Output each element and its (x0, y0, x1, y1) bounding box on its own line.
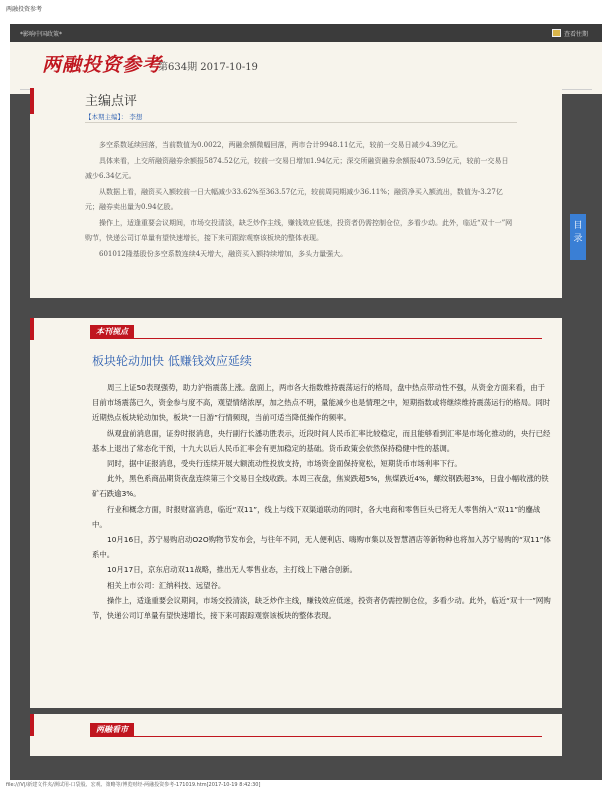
feature-paragraph: 同时，据中证报消息，受央行连续开展大额流动性投放支持，市场资金面保持宽松，短期货币市场利率下行。 (107, 459, 462, 469)
editorial-paragraph: 601012隆基股份多空系数连续4天增大，融资买入额持续增加，多头力量强大。 (99, 249, 348, 258)
editor-label: 【本期主编】： (85, 113, 128, 121)
feature-paragraph: 操作上，适逢重要会议期间，市场交投清淡，缺乏炒作主线，赚钱效应低迷，投资者仍需控制仓位，多看少动。此外，临近“双十一”网购节，快递公司订单量有望快速增长，接下来可跟踪观察该板块的整体表现。 (92, 595, 551, 621)
editorial-panel (30, 88, 562, 298)
editorial-title: 主编点评 (85, 94, 138, 109)
feature-panel (30, 318, 562, 708)
editorial-paragraph: 多空系数延续回落，当前数值为0.0022，两融余额微幅回落，两市合计9948.11亿元，较前一交易日减少4.39亿元。 (99, 141, 463, 149)
section-marker (30, 318, 34, 340)
editorial-divider (85, 122, 517, 123)
section-tag-market: 两融看市 (90, 723, 134, 737)
history-label: 查看往期 (563, 31, 588, 38)
section-marker (30, 88, 34, 114)
feature-paragraph: 此外，黑色系商品期货夜盘连续第三个交易日全线收跌。本周三夜盘，焦炭跌超5%，焦煤跌近4%，螺纹钢跌超3%，日盘小幅收涨的铁矿石跌逾3%。 (92, 474, 549, 499)
feature-headline: 板块轮动加快 低赚钱效应延续 (92, 354, 252, 368)
section-underline (90, 338, 542, 339)
masthead (10, 42, 602, 94)
section-underline (90, 736, 542, 737)
feature-paragraph: 10月16日，苏宁易购启动O2O购物节发布会，与往年不同，无人便利店、嗨购市集以及智慧酒店等新物种也将加入苏宁易购的“双11”体系中。 (92, 535, 551, 560)
feature-paragraph: 行业和概念方面，时报财富消息，临近“双11”，线上与线下双渠道联动的同时，各大电商和零售巨头已将无人零售纳入“双11”的鏖战中。 (92, 504, 541, 529)
feature-paragraph: 纵观盘前消息面，证券时报消息，央行副行长潘功胜表示，近段时间人民币汇率比较稳定，而且能够看到汇率是市场化推动的，央行已经基本上退出了常态化干预，十九大以后人民币汇率会有更加稳定的基础。货币政策会依然保持稳健中性的基调。 (92, 428, 551, 453)
editor-line (85, 112, 142, 121)
history-link[interactable] (552, 29, 588, 38)
issue-number: 第634期 2017-10-19 (158, 62, 258, 73)
editorial-paragraph: 从数据上看，融资买入额较前一日大幅减少33.62%至363.57亿元，较前周同期减少36.11%；融资净买入额流出，数值为-3.27亿元；融券卖出量为0.94亿股。 (85, 187, 503, 211)
editorial-body (85, 138, 515, 262)
browser-page-title: 两融投资参考 (6, 6, 43, 13)
brand-logo: 两融投资参考 (42, 54, 163, 76)
market-panel (30, 714, 562, 756)
editorial-paragraph: 操作上，适逢重要会议期间，市场交投清淡，缺乏炒作主线，赚钱效应低迷，投资者仍需控制仓位，多看少动。此外，临近“双十一”网购节，快递公司订单量有望快速增长，接下来可跟踪观察该板块的整体表现。 (85, 218, 513, 242)
section-tag-feature: 本刊视点 (90, 325, 134, 339)
feature-body (92, 380, 552, 623)
editorial-paragraph: 具体来看，上交所融资融券余额报5874.52亿元，较前一交易日增加1.94亿元；深交所融资融券余额报4073.59亿元，较前一交易日减少6.34亿元。 (85, 156, 509, 180)
top-bar (10, 24, 602, 42)
toc-tab[interactable]: 目录 (570, 214, 586, 260)
feature-paragraph: 相关上市公司：汇纳科技、远望谷。 (107, 580, 226, 590)
tagline: *影响中国政策* (20, 31, 63, 38)
editor-name[interactable]: 李想 (129, 113, 143, 121)
calendar-icon (552, 29, 561, 37)
feature-paragraph: 10月17日，京东启动双11战略，推出无人零售业态，主打线上下融合创新。 (107, 565, 357, 575)
footer-url: file:///V|/新建文件夹/测试用-口袋股、宏观、策略等/博览财经-两融投资参考-171019.htm[2017-10-19 8:42:30] (6, 782, 261, 788)
feature-paragraph: 周三上证50表现强势，助力沪指震荡上涨。盘面上，两市各大指数维持震荡运行的格局，盘中热点带动性不强，从资金方面来看，由于目前市场震荡已久，资金参与度不高，观望情绪浓厚，加之热点不明，量能减少也是情理之中，短期指数或将继续维持震荡运行的格局。同时近期热点板块轮动加快，板块“一日游”行情频现，当前可适当降低操作的频率。 (92, 383, 551, 423)
section-marker (30, 714, 34, 736)
